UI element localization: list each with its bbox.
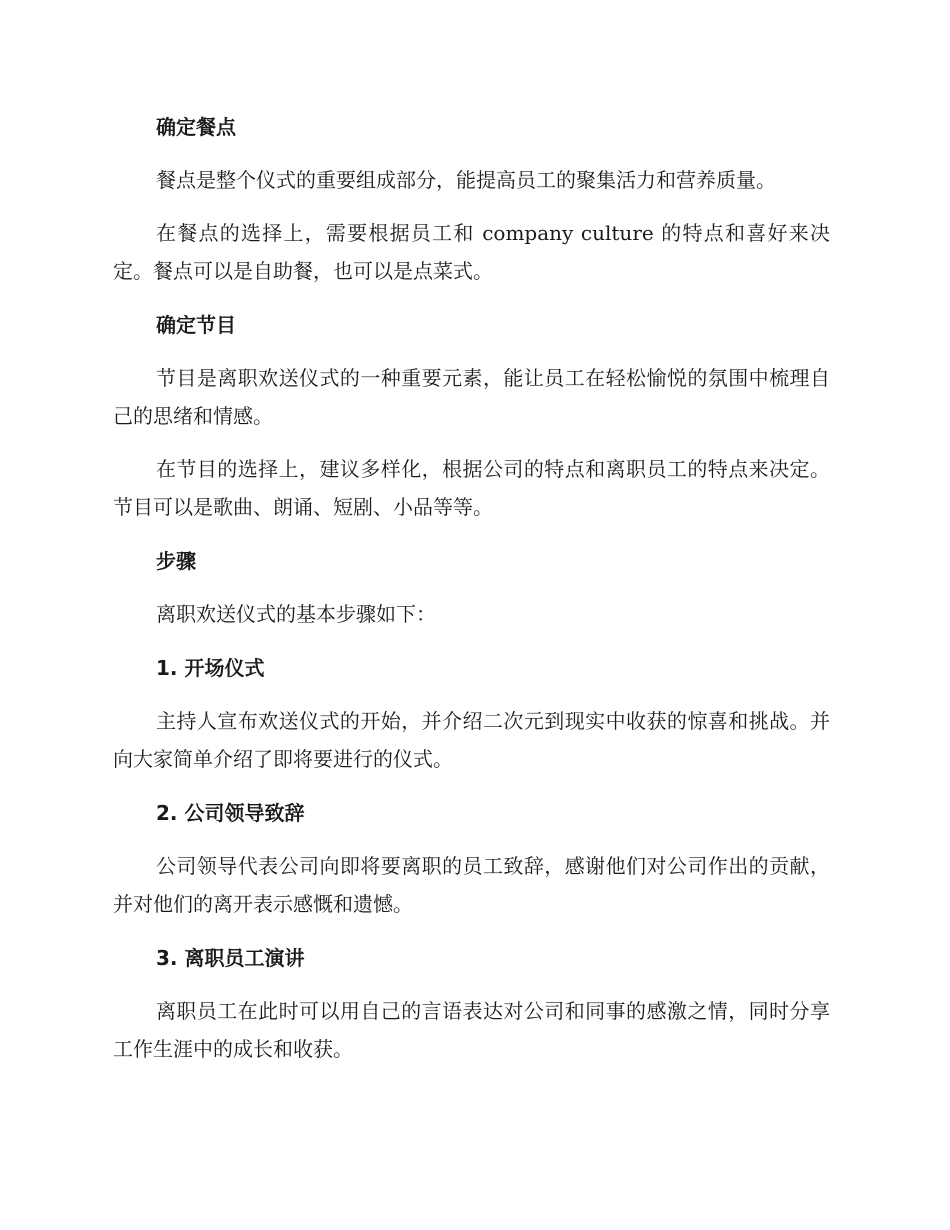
paragraph-step-leader-speech: 公司领导代表公司向即将要离职的员工致辞，感谢他们对公司作出的贡献，并对他们的离开表示感慨和遗憾。 [113, 854, 830, 916]
section-heading-steps: 步骤 [156, 549, 196, 573]
paragraph-programs-importance: 节目是离职欢送仪式的一种重要元素，能让员工在轻松愉悦的氛围中梳理自己的思绪和情感。 [113, 366, 830, 428]
step-heading-employee-speech: 3. 离职员工演讲 [156, 946, 305, 970]
paragraph-step-opening: 主持人宣布欢送仪式的开始，并介绍二次元到现实中收获的惊喜和挑战。并向大家简单介绍了即将要进行的仪式。 [113, 709, 830, 771]
paragraph-step-employee-speech: 离职员工在此时可以用自己的言语表达对公司和同事的感激之情，同时分享工作生涯中的成长和收获。 [113, 999, 830, 1061]
section-heading-programs: 确定节目 [156, 313, 236, 337]
step-heading-opening: 1. 开场仪式 [156, 656, 265, 680]
paragraph-steps-intro: 离职欢送仪式的基本步骤如下： [156, 602, 436, 626]
section-heading-meals: 确定餐点 [156, 115, 236, 139]
paragraph-meals-choice: 在餐点的选择上，需要根据员工和 company culture 的特点和喜好来决定。餐点可以是自助餐，也可以是点菜式。 [113, 221, 830, 283]
step-heading-leader-speech: 2. 公司领导致辞 [156, 801, 305, 825]
paragraph-meals-importance: 餐点是整个仪式的重要组成部分，能提高员工的聚集活力和营养质量。 [156, 168, 776, 192]
paragraph-programs-choice: 在节目的选择上，建议多样化，根据公司的特点和离职员工的特点来决定。节目可以是歌曲、朗诵、短剧、小品等等。 [113, 457, 830, 519]
